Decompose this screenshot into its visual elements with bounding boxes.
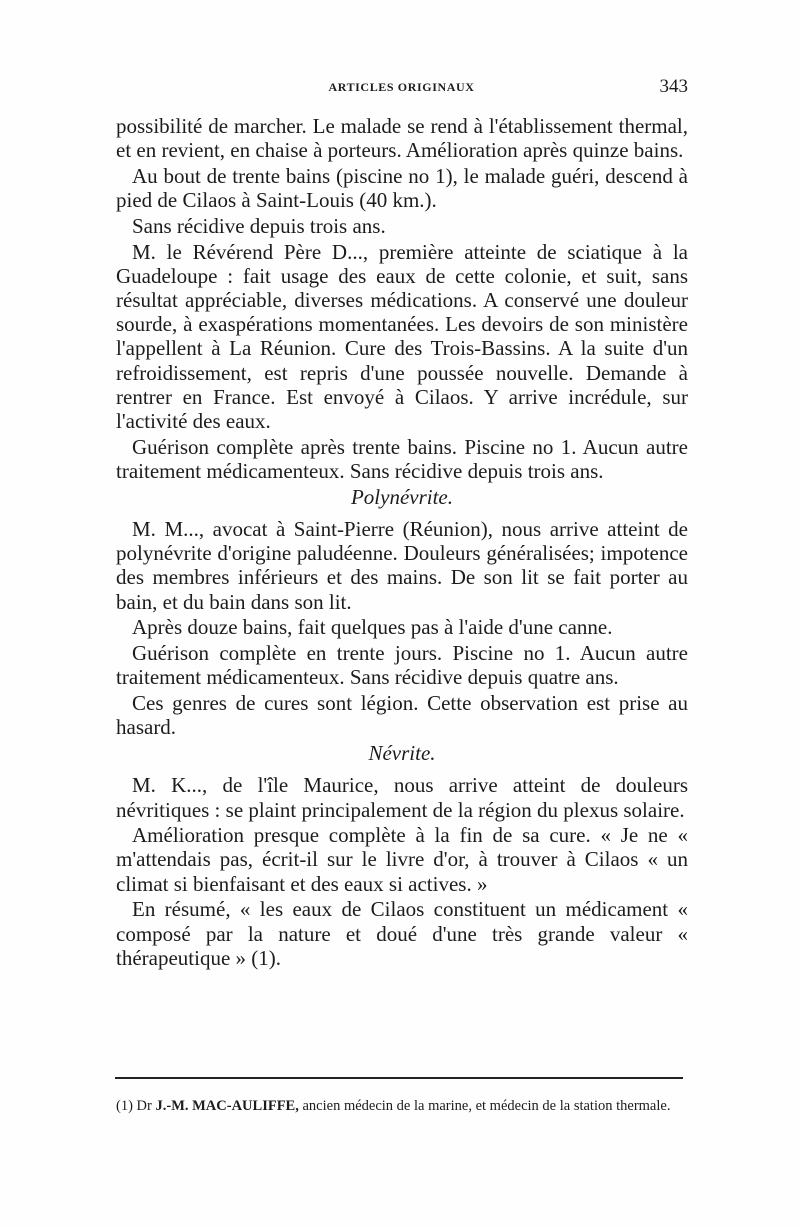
footnote [116, 1097, 688, 1116]
paragraph: Guérison complète après trente bains. Piscine no 1. Aucun autre traitement médicamenteux. Sans récidive depuis trois ans. [116, 434, 688, 483]
footnote-marker: (1) [116, 1098, 133, 1114]
paragraph: M. K..., de l'île Maurice, nous arrive atteint de douleurs névritiques : se plaint principalement de la région du plexus solaire. [116, 773, 688, 822]
paragraph: En résumé, « les eaux de Cilaos constituent un médicament « composé par la nature et doué d'une très grande valeur « thérapeutique » (1). [116, 897, 688, 970]
section-heading-nevrite: Névrite. [368, 741, 436, 766]
paragraph: Au bout de trente bains (piscine no 1), le malade guéri, descend à pied de Cilaos à Saint-Louis (40 km.). [116, 163, 688, 213]
paragraph: Guérison complète en trente jours. Piscine no 1. Aucun autre traitement médicamenteux. Sans récidive depuis quatre ans. [116, 641, 688, 690]
body-text [116, 114, 688, 970]
running-header [115, 76, 688, 100]
footnote-rule [115, 1077, 683, 1079]
paragraph: Sans récidive depuis trois ans. [132, 213, 386, 238]
paragraph: Après douze bains, fait quelques pas à l'aide d'une canne. [132, 615, 613, 640]
paragraph: M. le Révérend Père D..., première atteinte de sciatique à la Guadeloupe : fait usage des eaux de cette colonie, et suit, sans résultat appréciable, diverses médications. A conservé une douleur sourde, à exaspérations momentanées. Les devoirs de son ministère l'appellent à La Réunion. Cure des Trois-Bassins. A la suite d'un refroidissement, est repris d'une poussée nouvelle. Demande à rentrer en France. Est envoyé à Cilaos. Y arrive incrédule, sur l'activité des eaux. [116, 239, 688, 433]
running-title: ARTICLES ORIGINAUX [328, 80, 475, 94]
footnote-author: J.-M. MAC-AULIFFE, [155, 1098, 299, 1114]
paragraph: Amélioration presque complète à la fin de sa cure. « Je ne « m'attendais pas, écrit-il sur le livre d'or, à trouver à Cilaos « un climat si bienfaisant et des eaux si actives. » [116, 823, 688, 896]
footnote-title: Dr [136, 1098, 152, 1114]
section-heading-polynevrite: Polynévrite. [350, 485, 454, 510]
paragraph: possibilité de marcher. Le malade se rend à l'établissement thermal, et en revient, en chaise à porteurs. Amélioration après quinze bains. [116, 114, 688, 163]
footnote-text: ancien médecin de la marine, et médecin de la station thermale. [302, 1098, 671, 1114]
paragraph: M. M..., avocat à Saint-Pierre (Réunion), nous arrive atteint de polynévrite d'origine paludéenne. Douleurs généralisées; impotence des membres inférieurs et des mains. De son lit se fait porter au bain, et du bain dans son lit. [116, 517, 688, 614]
paragraph: Ces genres de cures sont légion. Cette observation est prise au hasard. [116, 690, 688, 740]
page-number: 343 [659, 76, 688, 97]
